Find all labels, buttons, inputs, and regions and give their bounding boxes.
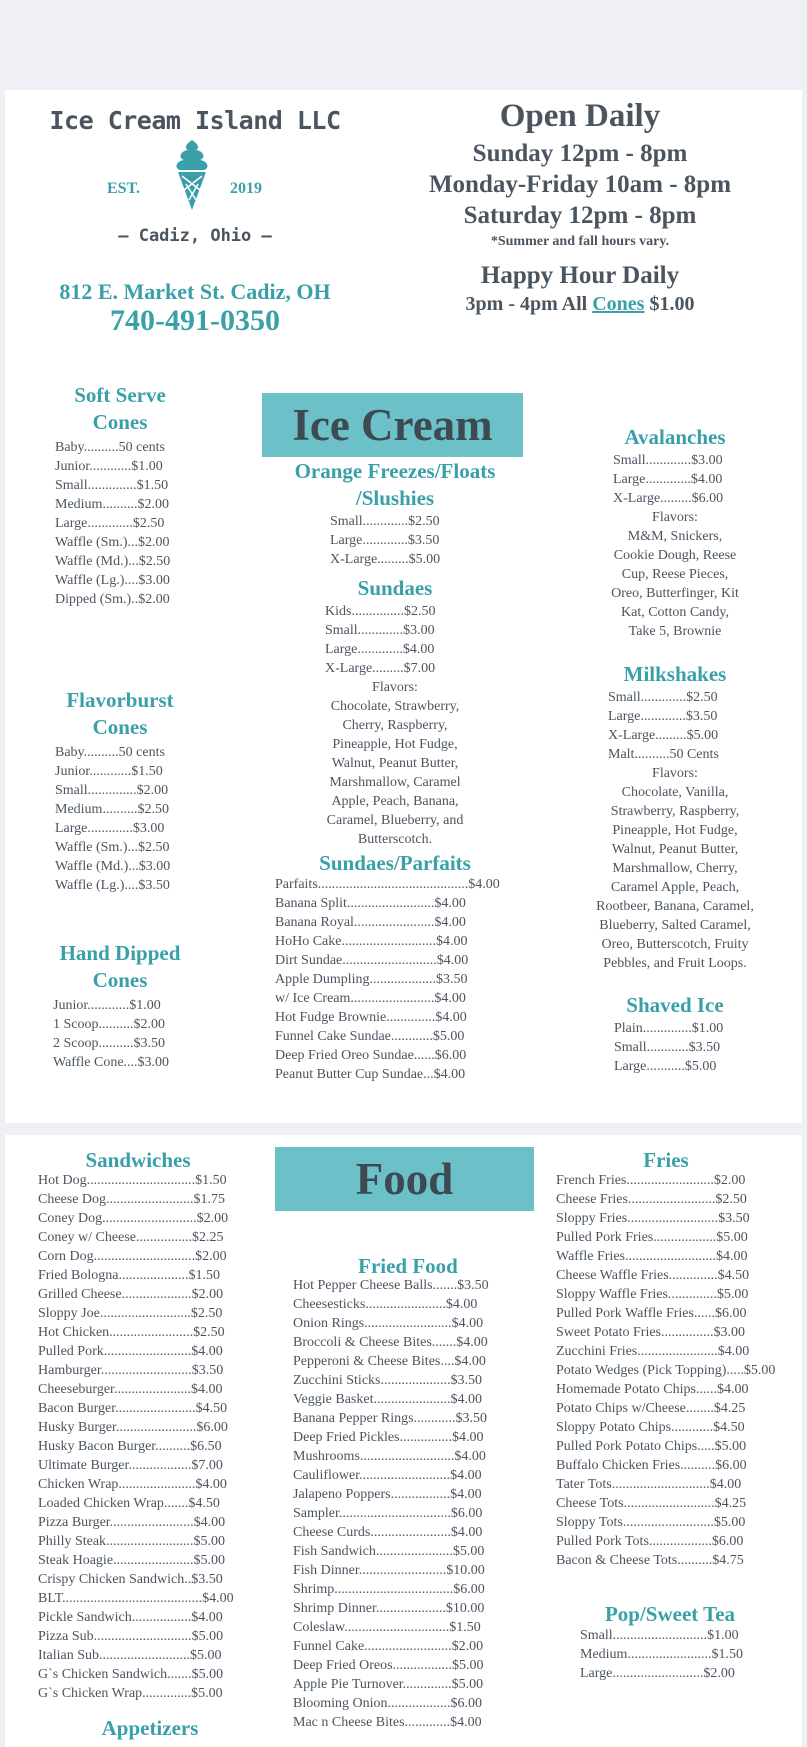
menu-item: Italian Sub..........................$5.00 [38,1648,222,1663]
menu-item: X-Large.........$5.00 [608,728,719,743]
flavor-line: Flavors: [652,510,698,525]
avalanches-section [560,424,790,641]
menu-item: BLT........................................$4.00 [38,1591,234,1606]
menu-item: Pickle Sandwich.................$4.00 [38,1610,223,1625]
menu-item: Small..............$2.00 [55,783,169,798]
section-title: Flavorburst [66,688,174,712]
menu-item: Kids...............$2.50 [325,604,436,619]
menu-item: Banana Split.........................$4.00 [275,896,466,911]
phone-number[interactable]: 740-491-0350 [110,304,280,337]
menu-item: Pizza Burger........................$4.00 [38,1515,226,1530]
menu-item: Pepperoni & Cheese Bites....$4.00 [293,1354,486,1369]
menu-item: Hot Chicken........................$2.50 [38,1325,225,1340]
menu-page-food [5,1135,802,1747]
menu-item: Crispy Chicken Sandwich..$3.50 [38,1572,223,1587]
flavor-line: Oreo, Butterscotch, Fruity [601,937,749,952]
appetizers-title: Appetizers [101,1716,199,1740]
fried-food-section [293,1253,533,1732]
flavor-line: Take 5, Brownie [628,624,722,639]
flavor-line: Chocolate, Vanilla, [621,785,729,800]
hours-line: Saturday 12pm - 8pm [463,202,697,229]
menu-item: Peanut Butter Cup Sundae...$4.00 [275,1067,466,1082]
menu-item: Small...........................$1.00 [580,1628,739,1643]
menu-item: Coleslaw..............................$1.50 [293,1620,481,1635]
flavor-line: Cup, Reese Pieces, [621,567,729,582]
hours-line: Monday-Friday 10am - 8pm [428,171,732,198]
flavor-line: Oreo, Butterfinger, Kit [611,586,739,601]
menu-item: Junior............$1.50 [55,764,163,779]
menu-item: Jalapeno Poppers.................$4.00 [293,1487,482,1502]
section-title: Fries [643,1148,689,1172]
est-label: EST. [107,180,141,197]
flavor-line: Butterscotch. [357,832,433,847]
menu-item: Waffle (Md.)...$2.50 [55,554,171,569]
menu-item: Hot Fudge Brownie..............$4.00 [275,1010,467,1025]
soft-serve-section [20,382,220,609]
hand-dipped-section [20,940,220,1072]
menu-item: Large...........$5.00 [614,1059,717,1074]
menu-item: Small.............$2.50 [330,514,440,529]
hours-note: *Summer and fall hours vary. [490,234,670,249]
menu-item: Cheeseburger......................$4.00 [38,1382,223,1397]
menu-item: Sloppy Waffle Fries..............$5.00 [556,1287,749,1302]
menu-item: w/ Ice Cream........................$4.00 [275,991,466,1006]
menu-item: Waffle (Sm.)...$2.50 [55,840,170,855]
menu-item: Bacon & Cheese Tots..........$4.75 [556,1553,744,1568]
menu-item: Ultimate Burger..................$7.00 [38,1458,223,1473]
section-title: Sundaes/Parfaits [319,851,471,875]
menu-item: Junior............$1.00 [53,998,161,1013]
logo-block [25,96,365,266]
menu-item: Mac n Cheese Bites.............$4.00 [293,1715,482,1730]
happy-hour-title: Happy Hour Daily [480,262,680,289]
menu-item: Junior............$1.00 [55,459,163,474]
menu-item: Corn Dog.............................$2.00 [38,1249,227,1264]
menu-item: Dirt Sundae...........................$4.00 [275,953,469,968]
menu-item: Sloppy Potato Chips............$4.50 [556,1420,745,1435]
section-title: Milkshakes [623,662,727,686]
menu-item: Funnel Cake.........................$2.00 [293,1639,484,1654]
happy-hour-price: $1.00 [644,293,695,315]
menu-item: Blooming Onion..................$6.00 [293,1696,483,1711]
menu-item: Small.............$3.00 [325,623,435,638]
menu-item: Sampler................................$6.00 [293,1506,483,1521]
menu-item: Chicken Wrap......................$4.00 [38,1477,227,1492]
menu-item: Waffle Fries..........................$4.00 [556,1249,748,1264]
menu-item: Baby..........50 cents [55,745,165,760]
menu-item: Cauliflower..........................$4.00 [293,1468,482,1483]
menu-item: Cheese Dog.........................$1.75 [38,1192,226,1207]
hours-block [370,94,790,317]
section-title: Avalanches [624,425,726,449]
menu-item: Apple Dumpling...................$3.50 [275,972,468,987]
hours-title: Open Daily [499,98,661,134]
section-title: Cones [92,968,148,992]
menu-item: Large.............$4.00 [613,472,723,487]
menu-item: Pizza Sub............................$5.00 [38,1629,224,1644]
menu-page-ice-cream [5,90,802,1123]
food-banner: Food [275,1147,534,1211]
menu-item: Deep Fried Pickles...............$4.00 [293,1430,484,1445]
menu-item: X-Large.........$7.00 [325,661,436,676]
menu-item: Zucchini Sticks....................$3.50 [293,1373,482,1388]
section-title: Sundaes [357,576,433,600]
menu-item: Hot Dog...............................$1.50 [38,1173,227,1188]
menu-item: Philly Steak.........................$5.00 [38,1534,226,1549]
menu-item: Mushrooms...........................$4.00 [293,1449,486,1464]
happy-hour-details [370,291,790,317]
menu-item: Sloppy Tots..........................$5.00 [556,1515,746,1530]
menu-item: Large.............$3.00 [55,821,165,836]
menu-item: Potato Wedges (Pick Topping).....$5.00 [556,1363,776,1378]
menu-item: Tater Tots............................$4.00 [556,1477,742,1492]
menu-item: Parfaits...........................................$4.00 [275,877,500,892]
menu-item: Waffle (Md.)...$3.00 [55,859,171,874]
est-year: 2019 [230,180,262,197]
menu-item: Veggie Basket......................$4.00 [293,1392,482,1407]
menu-item: Potato Chips w/Cheese........$4.25 [556,1401,746,1416]
section-title: Sandwiches [85,1148,191,1172]
menu-item: Deep Fried Oreos.................$5.00 [293,1658,484,1673]
fries-section [556,1147,796,1570]
menu-item: Waffle Cone....$3.00 [53,1055,170,1070]
section-title: /Slushies [355,486,435,510]
section-title: Cones [92,715,148,739]
section-title: Pop/Sweet Tea [604,1602,736,1626]
flavor-line: Flavors: [372,680,418,695]
menu-item: HoHo Cake...........................$4.00 [275,934,468,949]
location-label: — Cadiz, Ohio — [118,226,272,246]
menu-item: Sloppy Fries..........................$3.50 [556,1211,750,1226]
address: 812 E. Market St. Cadiz, OH [59,279,331,304]
section-title: Hand Dipped [59,941,181,965]
menu-item: Bacon Burger.......................$4.50 [38,1401,228,1416]
menu-item: Small..............$1.50 [55,478,169,493]
flavor-line: Walnut, Peanut Butter, [611,842,739,857]
flavor-line: Apple, Peach, Banana, [331,794,459,809]
menu-item: Malt..........50 Cents [608,747,719,762]
section-title: Shaved Ice [626,993,724,1017]
flavor-line: Rootbeer, Banana, Caramel, [596,899,754,914]
menu-item: Fried Bologna....................$1.50 [38,1268,220,1283]
menu-item: Waffle (Lg.)....$3.00 [55,573,170,588]
ice-cream-cone-icon [170,138,214,212]
ice-cream-banner: Ice Cream [262,393,523,457]
menu-item: Large.............$4.00 [325,642,435,657]
flavor-line: M&M, Snickers, [627,529,723,544]
menu-item: Plain..............$1.00 [614,1021,724,1036]
flavor-line: Flavors: [652,766,698,781]
menu-item: Homemade Potato Chips......$4.00 [556,1382,749,1397]
menu-item: Shrimp Dinner....................$10.00 [293,1601,485,1616]
section-title: Fried Food [358,1254,458,1278]
menu-item: Broccoli & Cheese Bites.......$4.00 [293,1335,488,1350]
menu-item: Large.............$3.50 [330,533,440,548]
sandwiches-section [38,1147,258,1703]
flavor-line: Caramel Apple, Peach, [610,880,740,895]
flavor-line: Cherry, Raspberry, [342,718,448,733]
flavor-line: Pineapple, Hot Fudge, [332,737,458,752]
menu-item: Onion Rings.........................$4.00 [293,1316,484,1331]
menu-item: Medium..........$2.50 [55,802,169,817]
menu-item: Cheese Waffle Fries..............$4.50 [556,1268,750,1283]
menu-item: Loaded Chicken Wrap.......$4.50 [38,1496,220,1511]
menu-item: G`s Chicken Wrap..............$5.00 [38,1686,223,1701]
menu-item: Pulled Pork.........................$4.00 [38,1344,223,1359]
section-title: Cones [92,410,148,434]
menu-item: Steak Hoagie.......................$5.00 [38,1553,226,1568]
menu-item: Pulled Pork Waffle Fries......$6.00 [556,1306,747,1321]
menu-item: Pulled Pork Potato Chips.....$5.00 [556,1439,747,1454]
shaved-ice-section [560,992,790,1076]
menu-item: Buffalo Chicken Fries..........$6.00 [556,1458,747,1473]
menu-item: Cheesesticks.......................$4.00 [293,1297,478,1312]
menu-item: Cheese Tots..........................$4.25 [556,1496,747,1511]
menu-item: Sloppy Joe..........................$2.50 [38,1306,223,1321]
orange-freezes-section [255,458,535,569]
flavor-line: Marshmallow, Caramel [329,775,461,790]
menu-item: Banana Pepper Rings............$3.50 [293,1411,488,1426]
menu-item: Large.............$3.50 [608,709,718,724]
menu-item: Banana Royal.......................$4.00 [275,915,466,930]
menu-item: Large.............$2.50 [55,516,165,531]
flavor-line: Pebbles, and Fruit Loops. [603,956,747,971]
flavor-line: Marshmallow, Cherry, [612,861,738,876]
menu-item: X-Large.........$5.00 [330,552,441,567]
flavor-line: Walnut, Peanut Butter, [331,756,459,771]
pop-tea-section [565,1601,775,1683]
flavor-line: Cookie Dough, Reese [613,548,737,563]
menu-item: Medium..........$2.00 [55,497,169,512]
menu-item: Apple Pie Turnover..............$5.00 [293,1677,484,1692]
milkshakes-section [560,661,790,973]
menu-item: Cheese Fries.........................$2.50 [556,1192,747,1207]
sundaes-section [255,575,535,849]
flavor-line: Caramel, Blueberry, and [326,813,464,828]
menu-item: Small.............$2.50 [608,690,718,705]
menu-item: 2 Scoop..........$3.50 [53,1036,165,1051]
menu-item: G`s Chicken Sandwich.......$5.00 [38,1667,224,1682]
menu-item: Zucchini Fries.......................$4.00 [556,1344,750,1359]
section-title: Soft Serve [74,383,166,407]
menu-item: Grilled Cheese....................$2.00 [38,1287,224,1302]
menu-item: Husky Burger.......................$6.00 [38,1420,228,1435]
menu-item: Sweet Potato Fries...............$3.00 [556,1325,745,1340]
menu-item: French Fries.........................$2.00 [556,1173,746,1188]
brand-name: Ice Cream Island LLC [49,106,341,135]
happy-hour-cones-link[interactable]: Cones [592,293,645,315]
menu-item: Funnel Cake Sundae............$5.00 [275,1029,465,1044]
section-title: Orange Freezes/Floats [294,459,496,483]
flavor-line: Strawberry, Raspberry, [610,804,740,819]
flavorburst-section [20,687,220,895]
menu-item: X-Large.........$6.00 [613,491,724,506]
menu-item: Fish Sandwich......................$5.00 [293,1544,485,1559]
menu-item: Cheese Curds.......................$4.00 [293,1525,483,1540]
menu-item: Small.............$3.00 [613,453,723,468]
menu-item: Waffle (Sm.)...$2.00 [55,535,170,550]
menu-item: Baby..........50 cents [55,440,165,455]
menu-item: Hamburger..........................$3.50 [38,1363,224,1378]
menu-item: Husky Bacon Burger..........$6.50 [38,1439,222,1454]
menu-item: Pulled Pork Tots..................$6.00 [556,1534,744,1549]
menu-item: Fish Dinner.........................$10.00 [293,1563,485,1578]
menu-item: Coney w/ Cheese................$2.25 [38,1230,224,1245]
flavor-line: Chocolate, Strawberry, [330,699,460,714]
sundaes-parfaits-section [255,850,535,1084]
menu-item: Coney Dog...........................$2.00 [38,1211,229,1226]
happy-hour-time: 3pm - 4pm All [465,293,593,315]
menu-item: Waffle (Lg.)....$3.50 [55,878,170,893]
hours-line: Sunday 12pm - 8pm [472,140,688,167]
menu-item: Shrimp..................................$6.00 [293,1582,485,1597]
menu-item: Large..........................$2.00 [580,1666,735,1681]
flavor-line: Pineapple, Hot Fudge, [612,823,738,838]
menu-item: Small............$3.50 [614,1040,721,1055]
flavor-line: Blueberry, Salted Caramel, [599,918,751,933]
menu-item: Pulled Pork Fries..................$5.00 [556,1230,748,1245]
menu-item: Medium........................$1.50 [580,1647,743,1662]
menu-item: Deep Fried Oreo Sundae......$6.00 [275,1048,467,1063]
flavor-line: Kat, Cotton Candy, [621,605,729,620]
menu-item: 1 Scoop..........$2.00 [53,1017,165,1032]
menu-item: Hot Pepper Cheese Balls.......$3.50 [293,1278,489,1293]
menu-item: Dipped (Sm.)..$2.00 [55,592,170,607]
